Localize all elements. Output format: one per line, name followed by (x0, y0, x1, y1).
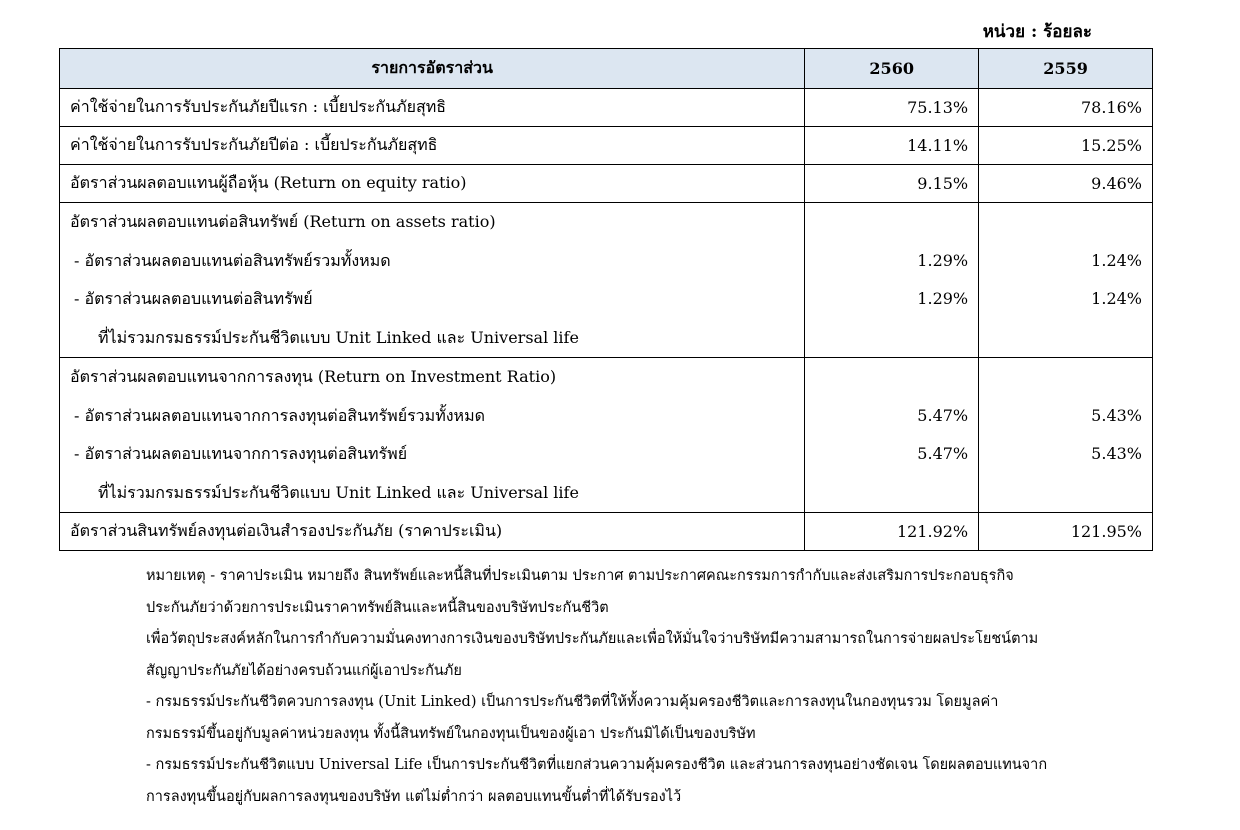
footnote-line: การลงทุนขึ้นอยู่กับผลการลงทุนของบริษัท แต่ไม่ต่ำกว่า ผลตอบแทนขั้นต่ำที่ได้รับรองไว้ (146, 788, 682, 805)
row-value-2559: 9.46% (979, 165, 1153, 203)
sub-item-label: - อัตราส่วนผลตอบแทนจากการลงทุนต่อสินทรัพย์ (74, 444, 408, 463)
sub-item-value: 5.43% (1091, 444, 1142, 463)
header-year-2559: 2559 (979, 49, 1153, 89)
header-item: รายการอัตราส่วน (60, 49, 805, 89)
table-row (60, 513, 1153, 551)
financial-ratio-table (59, 48, 1153, 551)
sub-item-label: - อัตราส่วนผลตอบแทนต่อสินทรัพย์ (74, 289, 313, 308)
group-title: อัตราส่วนผลตอบแทนจากการลงทุน (Return on Investment Ratio) (70, 367, 557, 386)
group-title: อัตราส่วนผลตอบแทนต่อสินทรัพย์ (Return on assets ratio) (70, 212, 496, 231)
row-value-2560: 9.15% (805, 165, 979, 203)
table-row (60, 127, 1153, 165)
row-value-2559: 78.16% (979, 89, 1153, 127)
group-values-2560 (805, 358, 979, 513)
row-value-2559: 15.25% (979, 127, 1153, 165)
row-value-2560: 14.11% (805, 127, 979, 165)
sub-item-label: - อัตราส่วนผลตอบแทนต่อสินทรัพย์รวมทั้งหมด (74, 250, 391, 270)
sub-item-label: - อัตราส่วนผลตอบแทนจากการลงทุนต่อสินทรัพย์รวมทั้งหมด (74, 405, 486, 425)
group-values-2559 (979, 203, 1153, 358)
sub-item-value: 1.24% (1091, 250, 1142, 270)
group-values-2560 (805, 203, 979, 358)
sub-item-value: 5.47% (917, 405, 969, 425)
sub-item-value: 1.29% (917, 250, 969, 270)
table-row-group-roi (60, 358, 1153, 513)
unit-label: หน่วย : ร้อยละ (982, 22, 1092, 42)
row-label: ค่าใช้จ่ายในการรับประกันภัยปีต่อ : เบี้ยประกันภัยสุทธิ (60, 127, 805, 165)
row-label: อัตราส่วนผลตอบแทนผู้ถือหุ้น (Return on equity ratio) (60, 165, 805, 203)
row-value-2560: 75.13% (805, 89, 979, 127)
footnote-line: ประกันภัยว่าด้วยการประเมินราคาทรัพย์สินและหนี้สินของบริษัทประกันชีวิต (146, 599, 609, 616)
row-label: ค่าใช้จ่ายในการรับประกันภัยปีแรก : เบี้ยประกันภัยสุทธิ (60, 89, 805, 127)
footnote-line: - กรมธรรม์ประกันชีวิตควบการลงทุน (Unit Linked) เป็นการประกันชีวิตที่ให้ทั้งความคุ้มครองชีวิตและการลงทุนในกองทุนรวม โดยมูลค่า (146, 694, 999, 710)
header-year-2560: 2560 (805, 49, 979, 89)
footnotes (146, 561, 1106, 813)
row-label: อัตราส่วนสินทรัพย์ลงทุนต่อเงินสำรองประกันภัย (ราคาประเมิน) (60, 513, 805, 551)
footnote-line: สัญญาประกันภัยได้อย่างครบถ้วนแก่ผู้เอาประกันภัย (146, 662, 462, 679)
sub-item-value: 5.43% (1091, 405, 1142, 425)
footnote-line: - กรมธรรม์ประกันชีวิตแบบ Universal Life เป็นการประกันชีวิตที่แยกส่วนความคุ้มครองชีวิต และส่วนการลงทุนอย่างชัดเจน โดยผลตอบแทนจาก (146, 757, 1048, 773)
table-header-row (60, 49, 1153, 89)
table-row (60, 165, 1153, 203)
table-row-group-roa (60, 203, 1153, 358)
group-labels (60, 203, 805, 358)
footnote-line: กรมธรรม์ขึ้นอยู่กับมูลค่าหน่วยลงทุน ทั้งนี้สินทรัพย์ในกองทุนเป็นของผู้เอา ประกันมิได้เป็นของบริษัท (146, 725, 756, 742)
row-value-2560: 121.92% (805, 513, 979, 551)
sub-item-value: 1.29% (917, 289, 969, 308)
row-value-2559: 121.95% (979, 513, 1153, 551)
group-labels (60, 358, 805, 513)
sub-item-continuation: ที่ไม่รวมกรมธรรม์ประกันชีวิตแบบ Unit Linked และ Universal life (98, 327, 579, 347)
group-values-2559 (979, 358, 1153, 513)
footnote-line: หมายเหตุ - ราคาประเมิน หมายถึง สินทรัพย์และหนี้สินที่ประเมินตาม ประกาศ ตามประกาศคณะกรรมการกำกับและส่งเสริมการประกอบธุรกิจ (146, 568, 1014, 584)
sub-item-value: 5.47% (917, 444, 969, 463)
footnote-line: เพื่อวัตถุประสงค์หลักในการกำกับความมั่นคงทางการเงินของบริษัทประกันภัยและเพื่อให้มั่นใจว่าบริษัทมีความสามารถในการจ่ายผลประโยชน์ตาม (146, 631, 1039, 647)
sub-item-continuation: ที่ไม่รวมกรมธรรม์ประกันชีวิตแบบ Unit Linked และ Universal life (98, 482, 579, 502)
sub-item-value: 1.24% (1091, 289, 1142, 308)
table-row (60, 89, 1153, 127)
